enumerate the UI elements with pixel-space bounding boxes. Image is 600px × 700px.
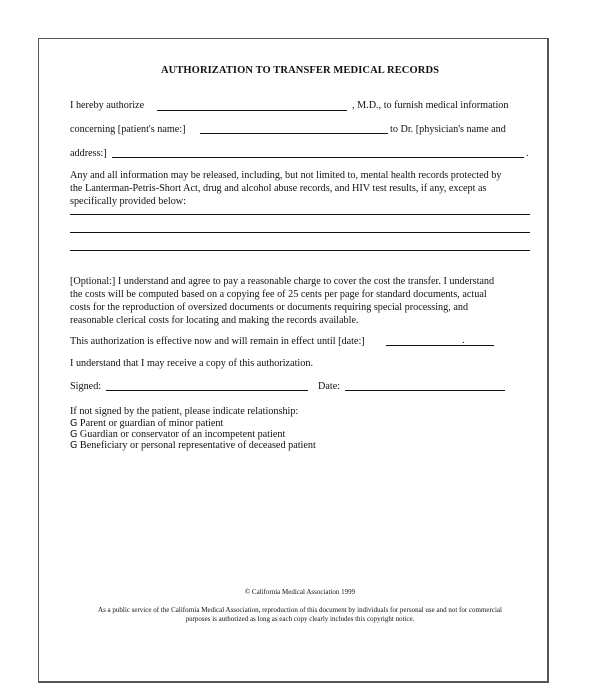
checkbox-icon[interactable]: G [70, 418, 78, 429]
relationship-option-label: Guardian or conservator of an incompetent patient [79, 429, 286, 440]
address-field[interactable] [112, 157, 524, 158]
optional-line: reasonable clerical costs for locating and making the records available. [70, 315, 359, 326]
exception-line-1[interactable] [70, 214, 530, 215]
copy-notice: I understand that I may receive a copy of this authorization. [70, 358, 313, 369]
authorize-suffix: , M.D., to furnish medical information [352, 100, 509, 111]
relationship-option-beneficiary[interactable] [70, 439, 316, 452]
copyright-line: © California Medical Association 1999 [244, 588, 356, 596]
optional-line: costs for the reproduction of oversized documents or documents requiring special processing, and [70, 302, 469, 313]
exception-line-2[interactable] [70, 232, 530, 233]
optional-paragraph [70, 275, 540, 327]
effective-label: This authorization is effective now and will remain in effect until [date:] [70, 336, 365, 347]
checkbox-icon[interactable]: G [70, 429, 78, 440]
authorize-label: I hereby authorize [70, 100, 145, 111]
form-title: AUTHORIZATION TO TRANSFER MEDICAL RECORDS [160, 65, 440, 76]
relationship-option-label: Beneficiary or personal representative of deceased patient [79, 440, 316, 451]
checkbox-icon[interactable]: G [70, 440, 78, 451]
exception-line-3[interactable] [70, 250, 530, 251]
patient-name-label: concerning [patient's name:] [70, 124, 186, 135]
address-label: address:] [70, 148, 107, 159]
signature-field[interactable] [106, 390, 308, 391]
physician-name-field[interactable] [157, 110, 347, 111]
signed-label: Signed: [70, 381, 102, 392]
copyright-notice [0, 606, 600, 624]
release-line: the Lanterman-Petris-Short Act, drug and alcohol abuse records, and HIV test results, if any, except as [70, 183, 487, 194]
date-label: Date: [318, 381, 341, 392]
release-line: specifically provided below: [70, 196, 186, 207]
notice-line: purposes is authorized as long as each copy clearly includes this copyright notice. [185, 615, 415, 623]
release-line: Any and all information may be released, including, but not limited to, mental health records protected by [70, 170, 502, 181]
patient-name-field[interactable] [200, 133, 388, 134]
expiration-date-field[interactable] [386, 345, 494, 346]
address-end-dot: . [526, 148, 529, 159]
to-doctor-label: to Dr. [physician's name and [390, 124, 506, 135]
signature-date-field[interactable] [345, 390, 505, 391]
effective-dot: . [462, 335, 465, 346]
notice-line: As a public service of the California Medical Association, reproduction of this document by individuals for personal use and not for commercial [98, 606, 502, 614]
relationship-option-label: Parent or guardian of minor patient [79, 418, 224, 429]
optional-line: [Optional:] I understand and agree to pay a reasonable charge to cover the cost the transfer. I understand [70, 276, 495, 287]
relationship-prompt: If not signed by the patient, please indicate relationship: [70, 406, 299, 417]
release-paragraph [70, 169, 540, 208]
optional-line: the costs will be computed based on a copying fee of 25 cents per page for standard documents, actual [70, 289, 487, 300]
